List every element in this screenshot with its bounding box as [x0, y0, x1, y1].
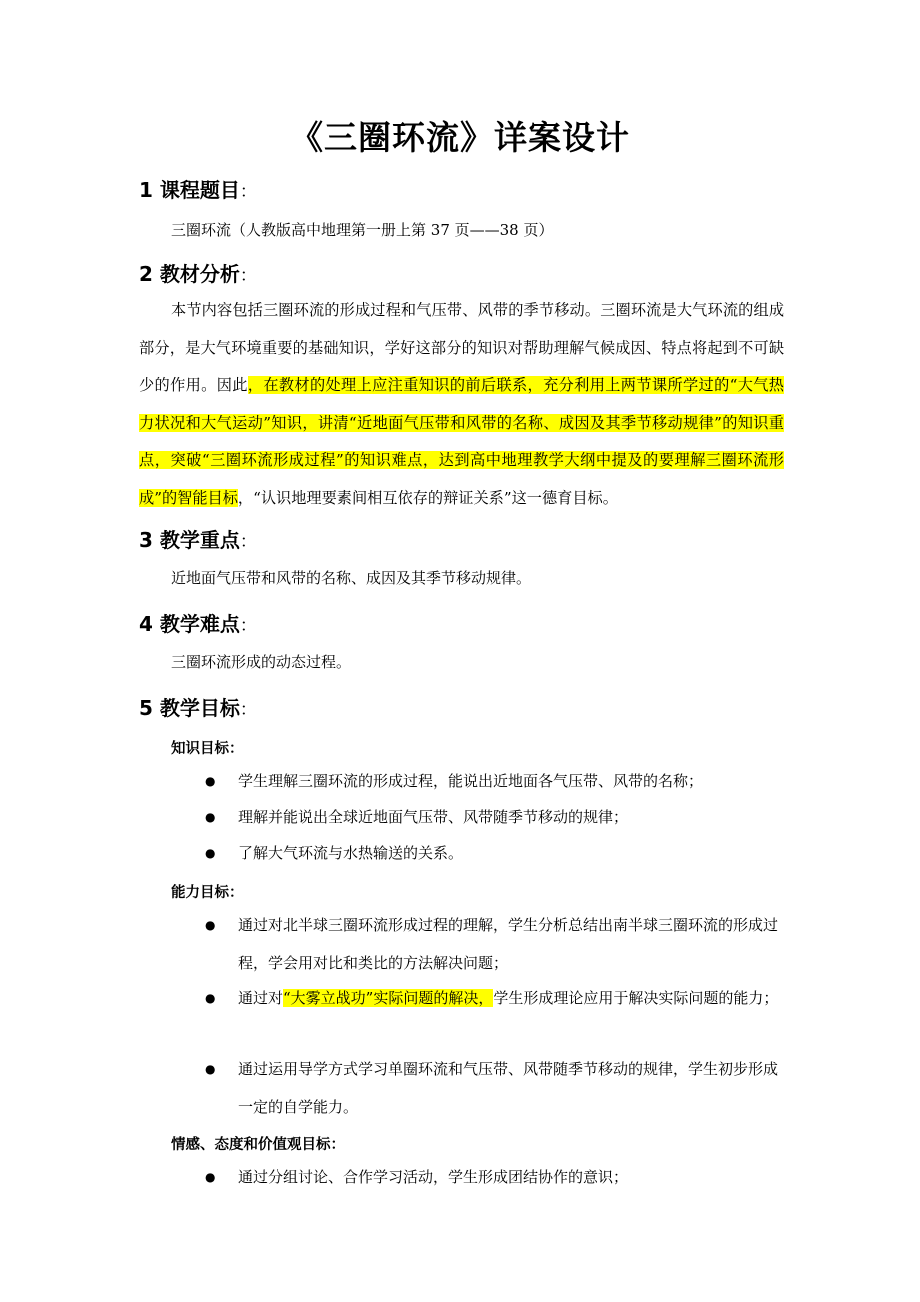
ability-goal-text: 通过对北半球三圈环流形成过程的理解，学生分析总结出南半球三圈环流的形成过程，学会用对比和类比的方法解决问题； — [238, 916, 779, 972]
section-2-heading-text: 2 教材分析 — [139, 262, 240, 286]
difficulty-text: 三圈环流形成的动态过程。 — [171, 653, 352, 671]
section-1-colon: ： — [239, 182, 257, 202]
ability-goal-text-pre: 通过对 — [238, 989, 284, 1007]
emotion-goals-label: 情感、态度和价值观目标： — [171, 1137, 345, 1153]
analysis-text-plain: 本节内容包括三圈环流的形成过程和气压带、风带的季节移动。三圈环流是大气环流的组成部分，是大气环境重要的基础知识，学好这部分的知识对帮助理解气候成因、特点将起到不可缺少的作用。因此 — [139, 301, 784, 394]
textbook-analysis-paragraph — [139, 292, 784, 517]
ability-goal-text: 通过运用导学方式学习单圈环流和气压带、风带随季节移动的规律，学生初步形成一定的自学能力。 — [238, 1060, 779, 1116]
section-4-colon: ： — [239, 616, 257, 636]
section-5-heading-text: 5 教学目标 — [139, 696, 240, 720]
bullet-icon: ● — [205, 846, 216, 860]
ability-goal-text-post: 学生形成理论应用于解决实际问题的能力； — [493, 989, 779, 1007]
knowledge-goal-text: 了解大气环流与水热输送的关系。 — [238, 844, 464, 862]
ability-goal-item — [205, 907, 785, 982]
section-1-heading — [139, 174, 257, 203]
bullet-icon: ● — [205, 918, 216, 932]
ability-goal-highlight: “大雾立战功”实际问题的解决， — [283, 989, 494, 1007]
knowledge-goals-label: 知识目标： — [171, 741, 244, 757]
section-2-heading — [139, 258, 257, 287]
section-5-colon: ： — [239, 700, 257, 720]
emotion-goal-item — [205, 1159, 785, 1197]
knowledge-goal-item — [205, 763, 785, 801]
bullet-icon: ● — [205, 774, 216, 788]
bullet-icon: ● — [205, 1170, 216, 1184]
section-4-heading — [139, 608, 257, 637]
ability-goal-text — [238, 980, 785, 1018]
analysis-text-highlighted: ，在教材的处理上应注重知识的前后联系，充分利用上两节课所学过的“大气热力状况和大气运动”知识，讲清“近地面气压带和风带的名称、成因及其季节移动规律”的知识重点，突破“三圈环流形成过程”的知识难点，达到高中地理教学大纲中提及的要理解三圈环流形成”的智能目标 — [139, 376, 784, 507]
bullet-icon: ● — [205, 991, 216, 1005]
section-3-heading-text: 3 教学重点 — [139, 528, 240, 552]
section-5-heading — [139, 692, 257, 721]
course-title-text: 三圈环流（人教版高中地理第一册上第 37 页——38 页） — [171, 221, 554, 239]
ability-goal-item — [205, 1051, 785, 1126]
knowledge-goal-item — [205, 799, 785, 837]
section-3-colon: ： — [239, 532, 257, 552]
knowledge-goal-item — [205, 835, 785, 873]
knowledge-goal-text: 理解并能说出全球近地面气压带、风带随季节移动的规律； — [238, 808, 629, 826]
emotion-goal-text: 通过分组讨论、合作学习活动，学生形成团结协作的意识； — [238, 1168, 629, 1186]
analysis-text-end: ，“认识地理要素间相互依存的辩证关系”这一德育目标。 — [237, 488, 618, 507]
knowledge-goal-text: 学生理解三圈环流的形成过程，能说出近地面各气压带、风带的名称； — [238, 772, 704, 790]
section-3-heading — [139, 524, 257, 553]
bullet-icon: ● — [205, 1062, 216, 1076]
ability-goal-item — [205, 980, 785, 1018]
section-1-heading-text: 1 课程题目 — [139, 178, 240, 202]
ability-goals-label: 能力目标： — [171, 885, 244, 901]
section-4-heading-text: 4 教学难点 — [139, 612, 240, 636]
key-points-text: 近地面气压带和风带的名称、成因及其季节移动规律。 — [171, 569, 532, 587]
section-2-colon: ： — [239, 266, 257, 286]
document-title: 《三圈环流》详案设计 — [290, 118, 630, 157]
bullet-icon: ● — [205, 810, 216, 824]
